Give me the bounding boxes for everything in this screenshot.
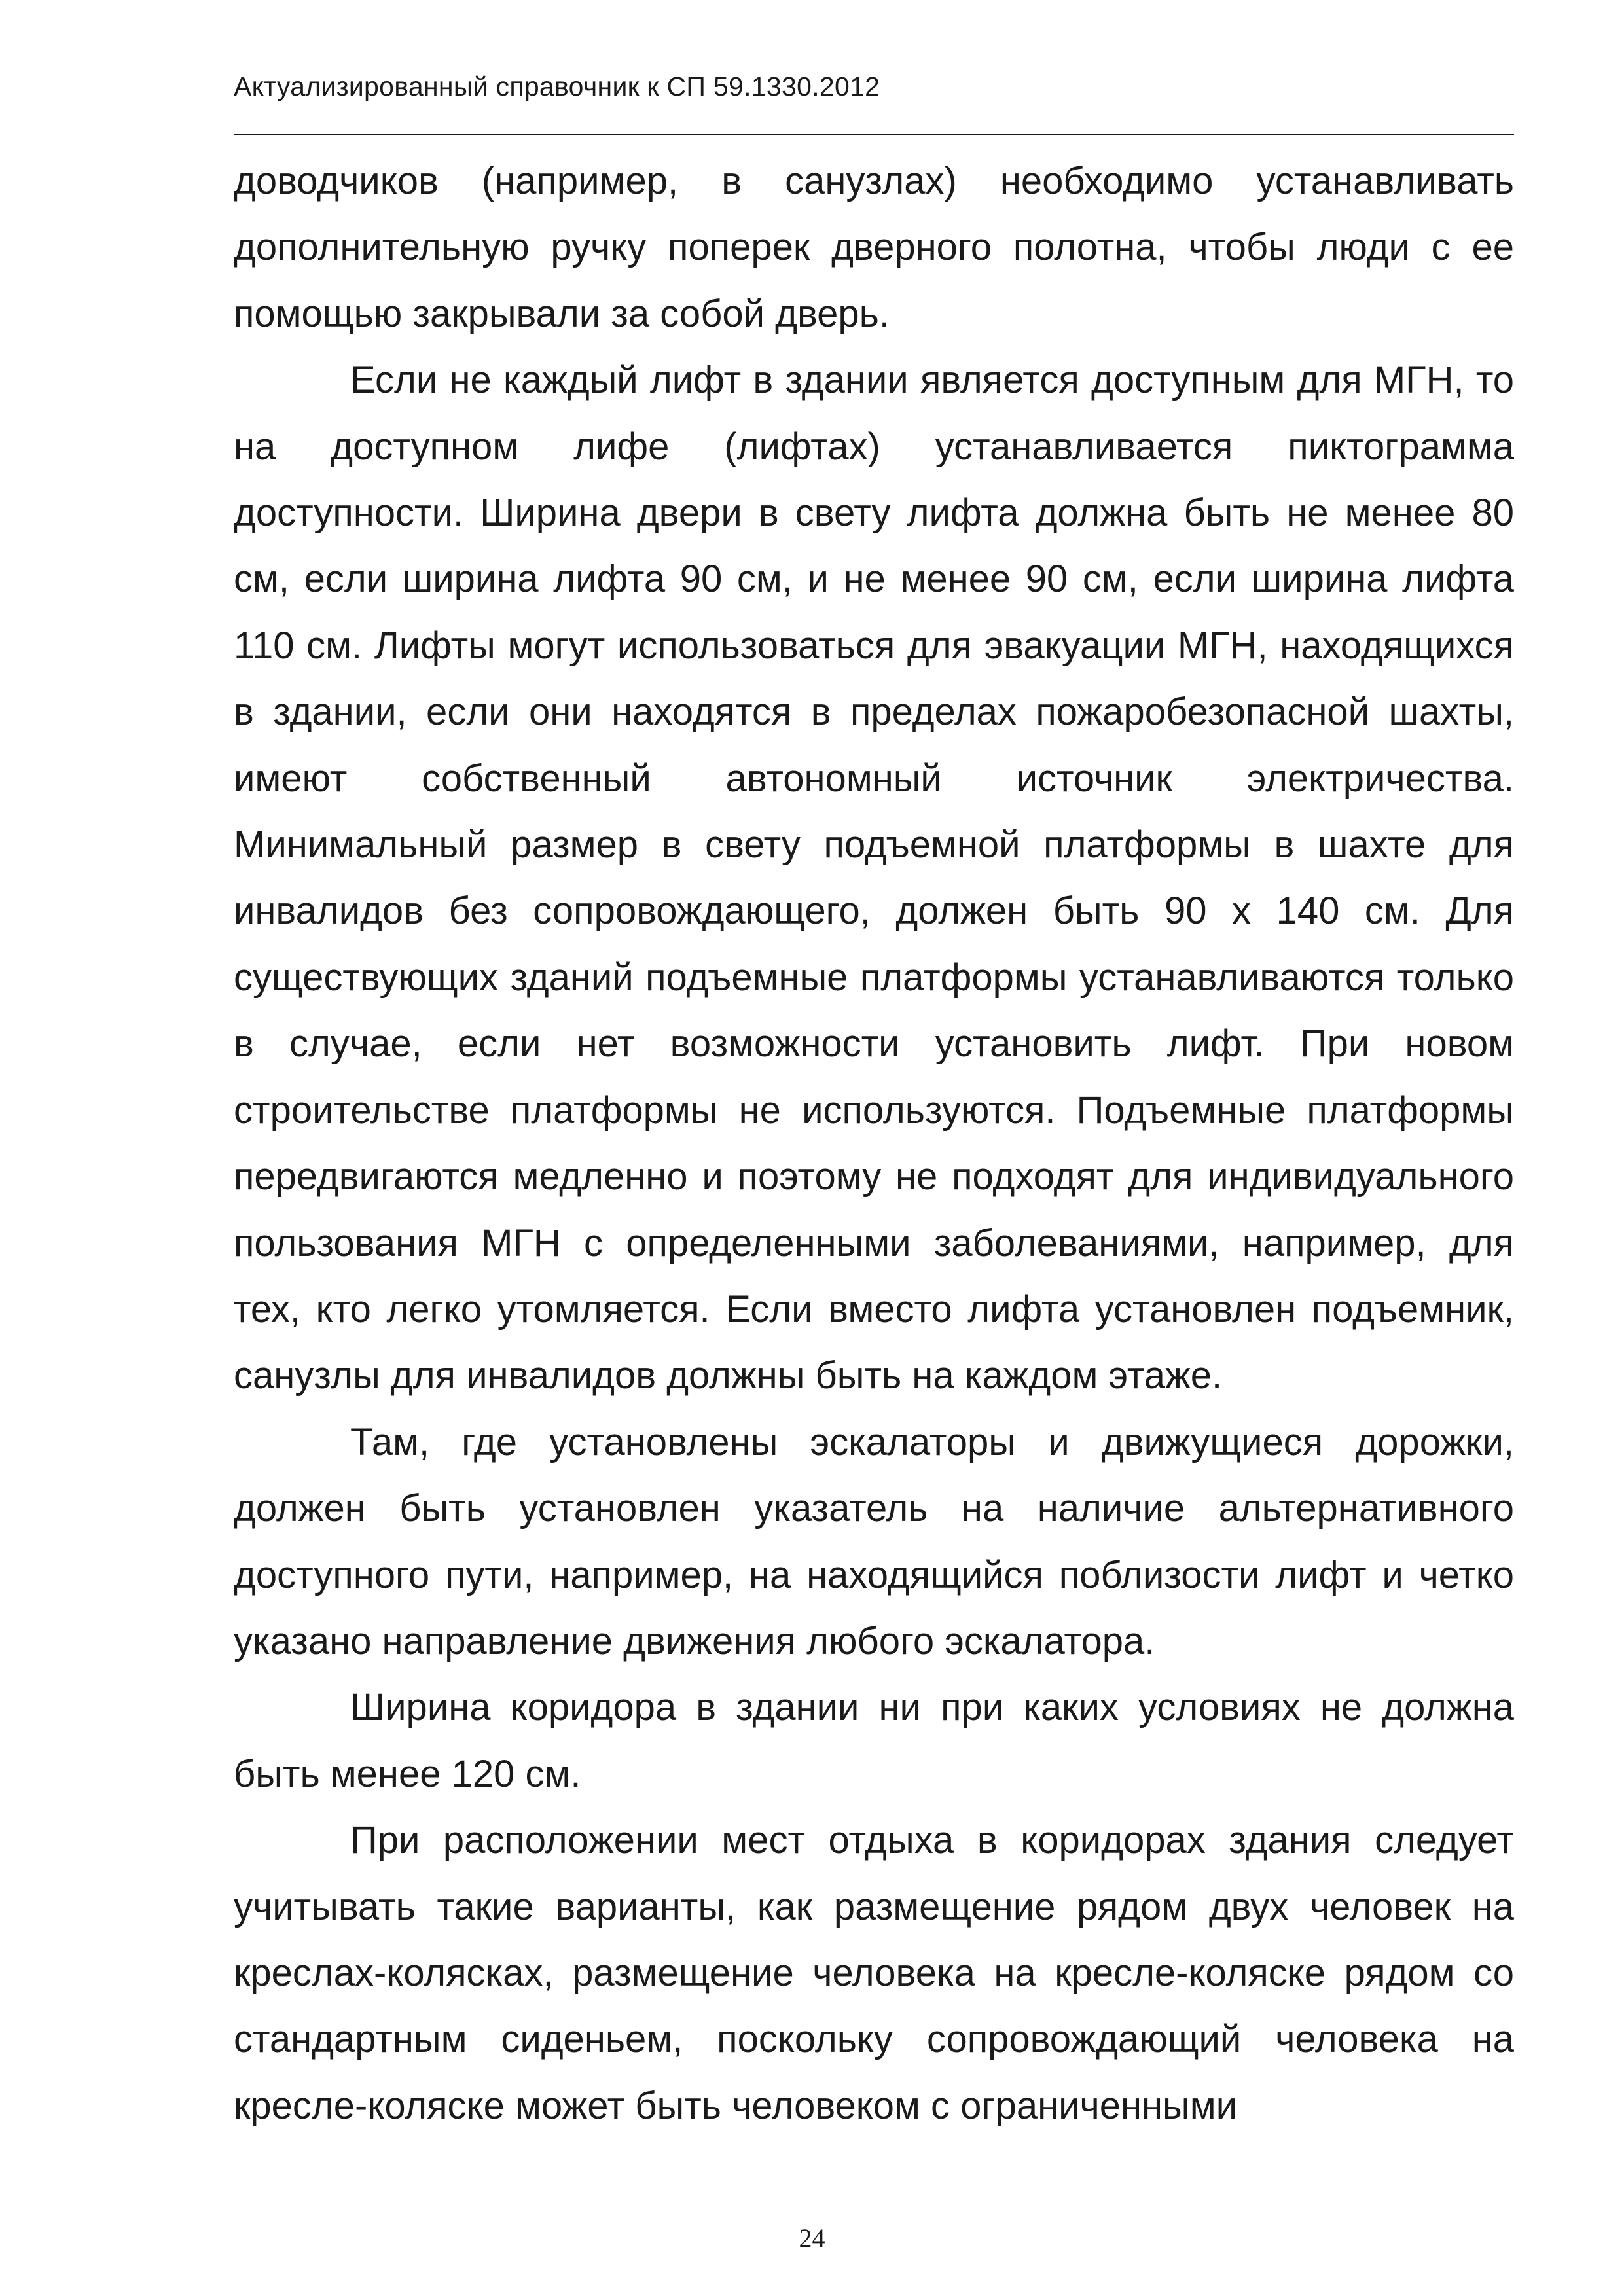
paragraph-rest-areas: При расположении мест отдыха в коридорах здания следует учитывать такие варианты, как размещение рядом двух человек на креслах-колясках, размещение человека на кресле-коляске рядом со стандартным сиденьем, поскольку сопровождающий человека на кресле-коляске может быть человеком с ограниченными (234, 1819, 1514, 2127)
header-rule (234, 134, 1514, 135)
page-number: 24 (799, 2223, 825, 2253)
running-header: Актуализированный справочник к СП 59.1330.2012 (234, 71, 880, 101)
paragraph-elevators: Если не каждый лифт в здании является доступным для МГН, то на доступном лифе (лифтах) устанавливается пиктограмма доступности. Ширина двери в свету лифта должна быть не менее 80 см, если ширина лифта 90 см, и не менее 90 см, если ширина лифта 110 см. Лифты могут использоваться для эвакуации МГН, находящихся в здании, если они находятся в пределах пожаробезопасной шахты, имеют собственный автономный источник электричества. Минимальный размер в свету подъемной платформы в шахте для инвалидов без сопровождающего, должен быть 90 х 140 см. Для существующих зданий подъемные платформы устанавливаются только в случае, если нет возможности установить лифт. При новом строительстве платформы не используются. Подъемные платформы передвигаются медленно и поэтому не подходят для индивидуального пользования МГН с определенными заболеваниями, например, для тех, кто легко утомляется. Если вместо лифта установлен подъемник, санузлы для инвалидов должны быть на каждом этаже. (234, 359, 1514, 1397)
body-text (234, 148, 1514, 2139)
paragraph-continuation: доводчиков (например, в санузлах) необходимо устанавливать дополнительную ручку поперек дверного полотна, чтобы люди с ее помощью закрывали за собой дверь. (234, 160, 1514, 335)
paragraph-escalators: Там, где установлены эскалаторы и движущиеся дорожки, должен быть установлен указатель на наличие альтернативного доступного пути, например, на находящийся поблизости лифт и четко указано направление движения любого эскалатора. (234, 1420, 1514, 1662)
paragraph-corridor-width: Ширина коридора в здании ни при каких условиях не должна быть менее 120 см. (234, 1686, 1514, 1795)
